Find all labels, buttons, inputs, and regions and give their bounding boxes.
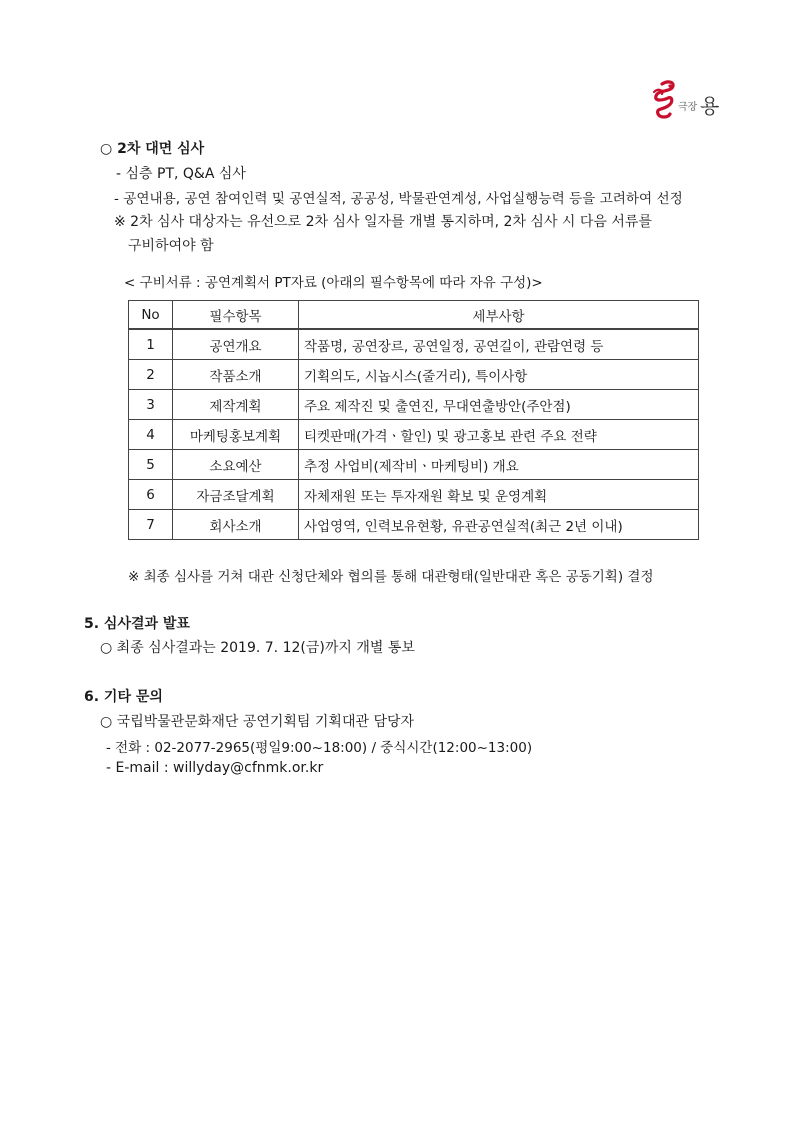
table-row — [129, 360, 699, 390]
contact-email: - E-mail : willyday@cfnmk.or.kr — [106, 760, 324, 776]
table-row — [129, 390, 699, 420]
section-6-title: 6. 기타 문의 — [84, 689, 163, 705]
docs-caption: < 구비서류 : 공연계획서 PT자료 (아래의 필수항목에 따라 자유 구성)> — [124, 275, 543, 291]
cell-item: 공연개요 — [173, 329, 299, 360]
contact-phone: - 전화 : 02-2077-2965(평일9:00~18:00) / 중식시간(12:00~13:00) — [106, 740, 533, 756]
cell-item: 작품소개 — [173, 360, 299, 390]
table-row — [129, 420, 699, 450]
cell-detail: 추정 사업비(제작비ㆍ마케팅비) 개요 — [299, 450, 699, 480]
final-review-note: ※ 최종 심사를 거쳐 대관 신청단체와 협의를 통해 대관형태(일반대관 혹은 공동기획) 결정 — [128, 569, 654, 585]
theater-yong-logo — [648, 78, 728, 122]
cell-no: 7 — [129, 510, 173, 540]
cell-item: 회사소개 — [173, 510, 299, 540]
cell-no: 4 — [129, 420, 173, 450]
cell-detail: 티켓판매(가격ㆍ할인) 및 광고홍보 관련 주요 전략 — [299, 420, 699, 450]
cell-item: 자금조달계획 — [173, 480, 299, 510]
required-items-table — [128, 300, 699, 540]
cell-no: 3 — [129, 390, 173, 420]
cell-detail: 기획의도, 시놉시스(줄거리), 특이사항 — [299, 360, 699, 390]
section-2-title: ○ 2차 대면 심사 — [100, 141, 205, 157]
cell-detail: 사업영역, 인력보유현황, 유관공연실적(최근 2년 이내) — [299, 510, 699, 540]
table-row — [129, 510, 699, 540]
cell-no: 1 — [129, 329, 173, 360]
sec2-line-2: - 공연내용, 공연 참여인력 및 공연실적, 공공성, 박물관연계성, 사업실행능력 등을 고려하여 선정 — [114, 191, 683, 207]
cell-item: 소요예산 — [173, 450, 299, 480]
cell-no: 6 — [129, 480, 173, 510]
table-row — [129, 480, 699, 510]
sec5-line: ○ 최종 심사결과는 2019. 7. 12(금)까지 개별 통보 — [100, 640, 415, 656]
cell-detail: 주요 제작진 및 출연진, 무대연출방안(주안점) — [299, 390, 699, 420]
header-item: 필수항목 — [173, 301, 299, 330]
table-header-row — [129, 301, 699, 330]
table-row — [129, 450, 699, 480]
logo-large-text: 용 — [700, 94, 720, 118]
header-no: No — [129, 301, 173, 330]
contact-person: ○ 국립박물관문화재단 공연기획팀 기획대관 담당자 — [100, 714, 415, 730]
sec2-note: ※ 2차 심사 대상자는 유선으로 2차 심사 일자를 개별 통지하며, 2차 심사 시 다음 서류를 — [114, 214, 652, 230]
cell-detail: 작품명, 공연장르, 공연일정, 공연길이, 관람연령 등 — [299, 329, 699, 360]
logo-small-text: 극장 — [678, 102, 698, 113]
cell-detail: 자체재원 또는 투자재원 확보 및 운영계획 — [299, 480, 699, 510]
section-5-title: 5. 심사결과 발표 — [84, 616, 190, 632]
header-detail: 세부사항 — [299, 301, 699, 330]
cell-item: 제작계획 — [173, 390, 299, 420]
table-row — [129, 329, 699, 360]
sec2-note-cont: 구비하여야 함 — [128, 238, 214, 254]
cell-item: 마케팅홍보계획 — [173, 420, 299, 450]
cell-no: 5 — [129, 450, 173, 480]
sec2-line-1: - 심층 PT, Q&A 심사 — [116, 166, 246, 182]
cell-no: 2 — [129, 360, 173, 390]
